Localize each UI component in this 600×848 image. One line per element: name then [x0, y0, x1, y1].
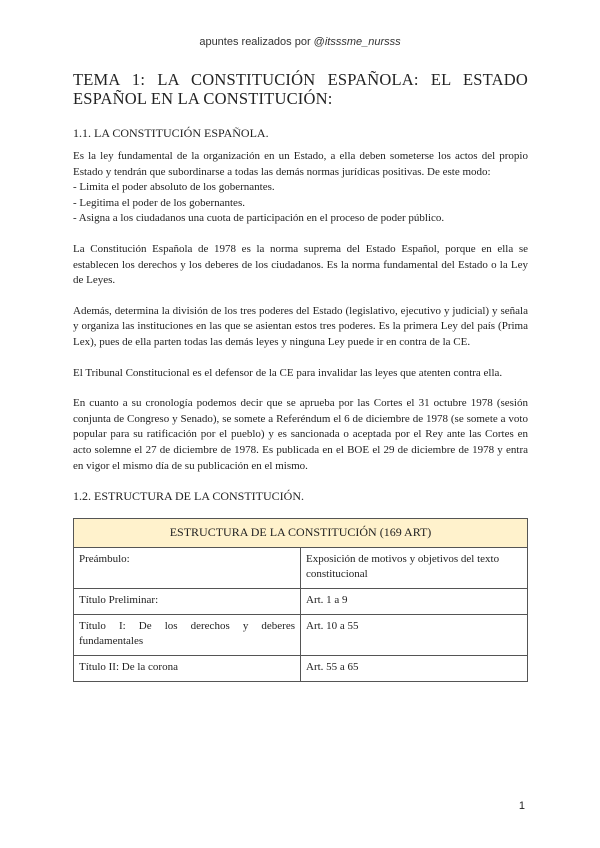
table-cell-content: Art. 1 a 9: [301, 589, 528, 615]
section-2-heading: 1.2. ESTRUCTURA DE LA CONSTITUCIÓN.: [73, 489, 305, 504]
table-cell-content: Art. 55 a 65: [301, 656, 528, 682]
table-row: [74, 589, 528, 615]
table-cell-part: Título I: De los derechos y deberes fundamentales: [74, 615, 301, 656]
table-cell-part: Título Preliminar:: [74, 589, 301, 615]
section-1-intro-block: [73, 149, 528, 227]
table-cell-content: Art. 10 a 55: [301, 615, 528, 656]
document-title: TEMA 1: LA CONSTITUCIÓN ESPAÑOLA: EL ESTADO ESPAÑOL EN LA CONSTITUCIÓN:: [73, 70, 528, 108]
header-prefix: apuntes realizados por @: [199, 36, 325, 48]
table-cell-part: Preámbulo:: [74, 548, 301, 589]
bullet-item: - Asigna a los ciudadanos una cuota de participación en el proceso de poder público.: [73, 212, 445, 225]
table-cell-part: Título II: De la corona: [74, 656, 301, 682]
table-cell-content: Exposición de motivos y objetivos del texto constitucional: [301, 548, 528, 589]
paragraph-norma-suprema: La Constitución Española de 1978 es la norma suprema del Estado Español, porque en ella se establecen los derechos y los deberes de los ciudadanos. Es la norma fundamental del Estado o la Ley de Leyes.: [73, 242, 528, 287]
document-body: [73, 70, 528, 682]
structure-table: [73, 518, 528, 682]
table-row: [74, 615, 528, 656]
page-header: [0, 36, 600, 48]
page-number: 1: [518, 800, 525, 812]
header-handle: itsssme_nursss: [324, 36, 401, 48]
table-header-row: [74, 519, 528, 548]
table-header: ESTRUCTURA DE LA CONSTITUCIÓN (169 ART): [74, 519, 528, 548]
bullet-item: - Legitima el poder de los gobernantes.: [73, 196, 245, 209]
paragraph-cronologia: En cuanto a su cronología podemos decir que se aprueba por las Cortes el 31 octubre 1978 (sesión conjunta de Congreso y Senado), se somete a Referéndum el 6 de diciembre de 1978 (se somete a voto popular para su ratificación por el pueblo) y es sancionada o aceptada por el Rey ante las Cortes en acto solemne el 27 de diciembre de 1978. Es publicada en el BOE el 29 de diciembre de 1978 y entra en vigor el mismo día de su publicación en el mismo.: [73, 397, 528, 472]
table-row: [74, 548, 528, 589]
section-1-heading: 1.1. LA CONSTITUCIÓN ESPAÑOLA.: [73, 126, 269, 140]
paragraph-tribunal: El Tribunal Constitucional es el defensor de la CE para invalidar las leyes que atenten contra ella.: [73, 366, 503, 379]
bullet-item: - Limita el poder absoluto de los gobernantes.: [73, 181, 275, 194]
table-row: [74, 656, 528, 682]
intro-paragraph: Es la ley fundamental de la organización en un Estado, a ella deben someterse los actos del propio Estado y tendrán que subordinarse a todas las demás normas jurídicas positivas. De este modo:: [73, 150, 528, 178]
paragraph-division-poderes: Además, determina la división de los tres poderes del Estado (legislativo, ejecutivo y judicial) y señala y organiza las instituciones en las que se asientan estos tres poderes. Es la primera Ley del país (Prima Lex), pues de ella parten todas las demás leyes y ninguna Ley puede ir en contra de la CE.: [73, 304, 528, 348]
